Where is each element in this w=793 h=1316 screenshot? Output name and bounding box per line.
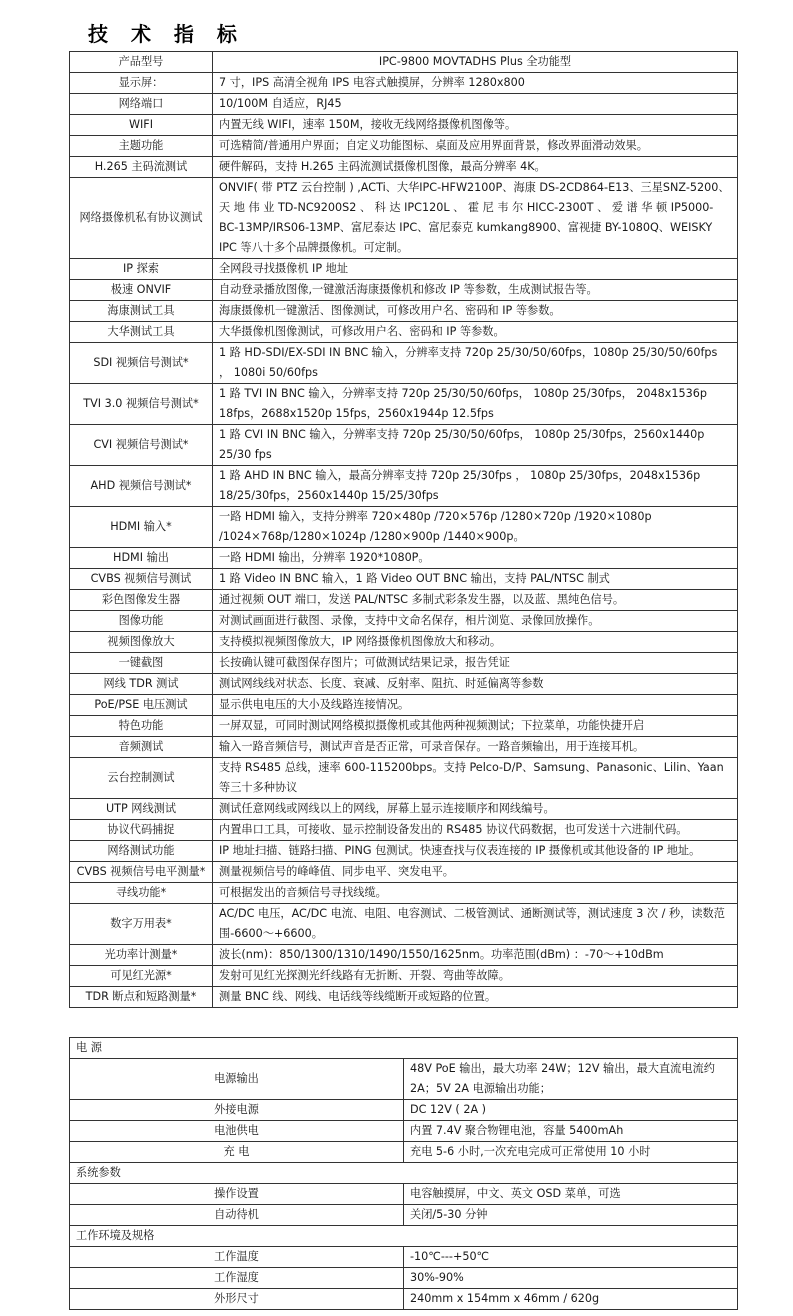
spec-value: 大华摄像机图像测试，可修改用户名、密码和 IP 等参数。 [213, 322, 738, 343]
spec-value: 关闭/5-30 分钟 [404, 1205, 738, 1226]
spec-value: 1 路 Video IN BNC 输入，1 路 Video OUT BNC 输出，支持 PAL/NTSC 制式 [213, 569, 738, 590]
spec-label: 主题功能 [70, 136, 213, 157]
spec-label: 数字万用表* [70, 904, 213, 945]
spec-label: 网络测试功能 [70, 841, 213, 862]
table-row [70, 425, 738, 466]
spec-label: 光功率计测量* [70, 945, 213, 966]
spec-label: 充 电 [70, 1142, 404, 1163]
spec-label: 外接电源 [70, 1100, 404, 1121]
table-row [70, 737, 738, 758]
spec-value: 一路 HDMI 输出，分辨率 1920*1080P。 [213, 548, 738, 569]
spec-label: WIFI [70, 115, 213, 136]
spec-value: 1 路 HD-SDI/EX-SDI IN BNC 输入，分辨率支持 720p 25/30/50/60fps，1080p 25/30/50/60fps ， 1080i 50/60fps [213, 343, 738, 384]
spec-value: 电容触摸屏，中文、英文 OSD 菜单，可选 [404, 1184, 738, 1205]
table-row [70, 115, 738, 136]
spec-value: IPC-9800 MOVTADHS Plus 全功能型 [213, 52, 738, 73]
spec-label: 网络端口 [70, 94, 213, 115]
table-row [70, 73, 738, 94]
table-row [70, 178, 738, 259]
spec-value: -10℃---+50℃ [404, 1247, 738, 1268]
spec-label: 工作湿度 [70, 1268, 404, 1289]
spec-value: 支持模拟视频图像放大，IP 网络摄像机图像放大和移动。 [213, 632, 738, 653]
spec-value: 通过视频 OUT 端口，发送 PAL/NTSC 多制式彩条发生器，以及蓝、黑纯色信号。 [213, 590, 738, 611]
spec-label: 彩色图像发生器 [70, 590, 213, 611]
table-row [70, 1059, 738, 1100]
spec-value: 长按确认键可截图保存图片；可做测试结果记录，报告凭证 [213, 653, 738, 674]
spec-value: 内置 7.4V 聚合物锂电池，容量 5400mAh [404, 1121, 738, 1142]
spec-value: 30%-90% [404, 1268, 738, 1289]
spec-label: 显示屏： [70, 73, 213, 94]
spec-value: 一路 HDMI 输入，支持分辨率 720×480p /720×576p /1280×720p /1920×1080p /1024×768p/1280×1024p /1280×900p /1440×900p。 [213, 507, 738, 548]
spec-value: 测量 BNC 线、网线、电话线等线缆断开或短路的位置。 [213, 987, 738, 1008]
spec-value: DC 12V ( 2A ) [404, 1100, 738, 1121]
spec-value: 48V PoE 输出，最大功率 24W；12V 输出，最大直流电流约 2A；5V 2A 电源输出功能； [404, 1059, 738, 1100]
spec-label: 工作温度 [70, 1247, 404, 1268]
spec-table-main [69, 51, 738, 1008]
spec-value: 测试网线线对状态、长度、衰减、反射率、阻抗、时延偏离等参数 [213, 674, 738, 695]
table-row [70, 1142, 738, 1163]
spec-value: 1 路 CVI IN BNC 输入，分辨率支持 720p 25/30/50/60fps， 1080p 25/30fps，2560x1440p 25/30 fps [213, 425, 738, 466]
spec-value: 支持 RS485 总线，速率 600-115200bps。支持 Pelco-D/P、Samsung、Panasonic、Lilin、Yaan 等三十多种协议 [213, 758, 738, 799]
spec-value: 内置无线 WIFI，速率 150M，接收无线网络摄像机图像等。 [213, 115, 738, 136]
table-row [70, 1289, 738, 1310]
spec-value: 测量视频信号的峰峰值、同步电平、突发电平。 [213, 862, 738, 883]
spec-label: 电池供电 [70, 1121, 404, 1142]
spec-label: 大华测试工具 [70, 322, 213, 343]
spec-value: 对测试画面进行截图、录像，支持中文命名保存，相片浏览、录像回放操作。 [213, 611, 738, 632]
table-row [70, 1121, 738, 1142]
table-row [70, 653, 738, 674]
spec-label: 寻线功能* [70, 883, 213, 904]
table-row [70, 695, 738, 716]
section-title: 电 源 [70, 1038, 738, 1059]
spec-value: 240mm x 154mm x 46mm / 620g [404, 1289, 738, 1310]
spec-label: 外形尺寸 [70, 1289, 404, 1310]
spec-value: 硬件解码，支持 H.265 主码流测试摄像机图像，最高分辨率 4K。 [213, 157, 738, 178]
table-row [70, 322, 738, 343]
spec-label: 视频图像放大 [70, 632, 213, 653]
table-row [70, 1184, 738, 1205]
spec-label: UTP 网线测试 [70, 799, 213, 820]
table-row [70, 301, 738, 322]
table-row [70, 632, 738, 653]
table-row [70, 820, 738, 841]
spec-value: 全网段寻找摄像机 IP 地址 [213, 259, 738, 280]
table-row [70, 343, 738, 384]
table-row [70, 157, 738, 178]
spec-label: HDMI 输入* [70, 507, 213, 548]
section-title: 系统参数 [70, 1163, 738, 1184]
table-row [70, 841, 738, 862]
table-row [70, 259, 738, 280]
section-title: 工作环境及规格 [70, 1226, 738, 1247]
spec-label: 图像功能 [70, 611, 213, 632]
spec-label: 音频测试 [70, 737, 213, 758]
table-row [70, 1205, 738, 1226]
table-row [70, 799, 738, 820]
table-row [70, 904, 738, 945]
spec-value: 一屏双显，可同时测试网络模拟摄像机或其他两种视频测试；下拉菜单，功能快捷开启 [213, 716, 738, 737]
table-row [70, 280, 738, 301]
spec-table-secondary [69, 1037, 738, 1310]
spec-value: ONVIF( 带 PTZ 云台控制 ) ,ACTi、大华IPC-HFW2100P、海康 DS-2CD864-E13、三星SNZ-5200、天 地 伟 业 TD-NC9200S2 、 科 达 IPC120L 、 霍 尼 韦 尔 HICC-2300T 、 爱 谱 华 顿 IP5000-BC-13MP/IRS06-13MP、富尼泰达 IPC、富尼泰克 kumkang8900、富视捷 BY-1080Q、WEISKY IPC 等八十多个品牌摄像机。可定制。 [213, 178, 738, 259]
table-row [70, 94, 738, 115]
table-row [70, 966, 738, 987]
spec-label: CVBS 视频信号测试 [70, 569, 213, 590]
table-row [70, 1268, 738, 1289]
section-header-row [70, 1226, 738, 1247]
spec-value: 可根据发出的音频信号寻找线缆。 [213, 883, 738, 904]
spec-label: 自动待机 [70, 1205, 404, 1226]
spec-label: CVI 视频信号测试* [70, 425, 213, 466]
table-row [70, 136, 738, 157]
spec-value: 充电 5-6 小时,一次充电完成可正常使用 10 小时 [404, 1142, 738, 1163]
spec-label: AHD 视频信号测试* [70, 466, 213, 507]
spec-label: H.265 主码流测试 [70, 157, 213, 178]
table-row [70, 862, 738, 883]
spec-label: 操作设置 [70, 1184, 404, 1205]
page-title: 技 术 指 标 [88, 22, 245, 46]
spec-label: PoE/PSE 电压测试 [70, 695, 213, 716]
spec-label: 网络摄像机私有协议测试 [70, 178, 213, 259]
spec-label: 一键截图 [70, 653, 213, 674]
spec-value: 1 路 TVI IN BNC 输入，分辨率支持 720p 25/30/50/60fps， 1080p 25/30fps， 2048x1536p 18fps，2688x1520p 15fps，2560x1944p 12.5fps [213, 384, 738, 425]
spec-value: 可选精简/普通用户界面；自定义功能图标、桌面及应用界面背景，修改界面滑动效果。 [213, 136, 738, 157]
table-row [70, 716, 738, 737]
table-row [70, 569, 738, 590]
spec-label: SDI 视频信号测试* [70, 343, 213, 384]
spec-label: 协议代码捕捉 [70, 820, 213, 841]
spec-value: 发射可见红光探测光纤线路有无折断、开裂、弯曲等故障。 [213, 966, 738, 987]
spec-label: 特色功能 [70, 716, 213, 737]
table-row [70, 987, 738, 1008]
spec-label: 可见红光源* [70, 966, 213, 987]
spec-label: 海康测试工具 [70, 301, 213, 322]
table-row [70, 590, 738, 611]
spec-label: HDMI 输出 [70, 548, 213, 569]
spec-label: 极速 ONVIF [70, 280, 213, 301]
spec-value: 1 路 AHD IN BNC 输入，最高分辨率支持 720p 25/30fps ， 1080p 25/30fps，2048x1536p 18/25/30fps，2560x1440p 15/25/30fps [213, 466, 738, 507]
table-row [70, 548, 738, 569]
spec-label: IP 探索 [70, 259, 213, 280]
table-row [70, 52, 738, 73]
spec-label: 电源输出 [70, 1059, 404, 1100]
spec-value: 输入一路音频信号，测试声音是否正常，可录音保存。一路音频输出，用于连接耳机。 [213, 737, 738, 758]
spec-value: 测试任意网线或网线以上的网线，屏幕上显示连接顺序和网线编号。 [213, 799, 738, 820]
spec-value: 海康摄像机一键激活、图像测试，可修改用户名、密码和 IP 等参数。 [213, 301, 738, 322]
spec-value: 自动登录播放图像,一键激活海康摄像机和修改 IP 等参数，生成测试报告等。 [213, 280, 738, 301]
spec-label: 产品型号 [70, 52, 213, 73]
spec-value: 波长(nm)：850/1300/1310/1490/1550/1625nm。功率范围(dBm) ：-70～+10dBm [213, 945, 738, 966]
table-row [70, 1100, 738, 1121]
spec-label: 网线 TDR 测试 [70, 674, 213, 695]
spec-value: 显示供电电压的大小及线路连接情况。 [213, 695, 738, 716]
spec-label: TVI 3.0 视频信号测试* [70, 384, 213, 425]
table-row [70, 883, 738, 904]
section-header-row [70, 1038, 738, 1059]
table-row [70, 384, 738, 425]
spec-value: 7 寸，IPS 高清全视角 IPS 电容式触摸屏，分辨率 1280x800 [213, 73, 738, 94]
table-row [70, 758, 738, 799]
table-row [70, 945, 738, 966]
table-row [70, 507, 738, 548]
table-row [70, 466, 738, 507]
table-row [70, 611, 738, 632]
spec-label: TDR 断点和短路测量* [70, 987, 213, 1008]
spec-value: 内置串口工具，可接收、显示控制设备发出的 RS485 协议代码数据，也可发送十六进制代码。 [213, 820, 738, 841]
spec-label: CVBS 视频信号电平测量* [70, 862, 213, 883]
spec-value: AC/DC 电压，AC/DC 电流、电阻、电容测试、二极管测试、通断测试等，测试速度 3 次 / 秒，读数范围-6600～+6600。 [213, 904, 738, 945]
table-row [70, 674, 738, 695]
section-header-row [70, 1163, 738, 1184]
spec-label: 云台控制测试 [70, 758, 213, 799]
spec-value: 10/100M 自适应，RJ45 [213, 94, 738, 115]
spec-value: IP 地址扫描、链路扫描、PING 包测试。快速查找与仪表连接的 IP 摄像机或其他设备的 IP 地址。 [213, 841, 738, 862]
table-row [70, 1247, 738, 1268]
